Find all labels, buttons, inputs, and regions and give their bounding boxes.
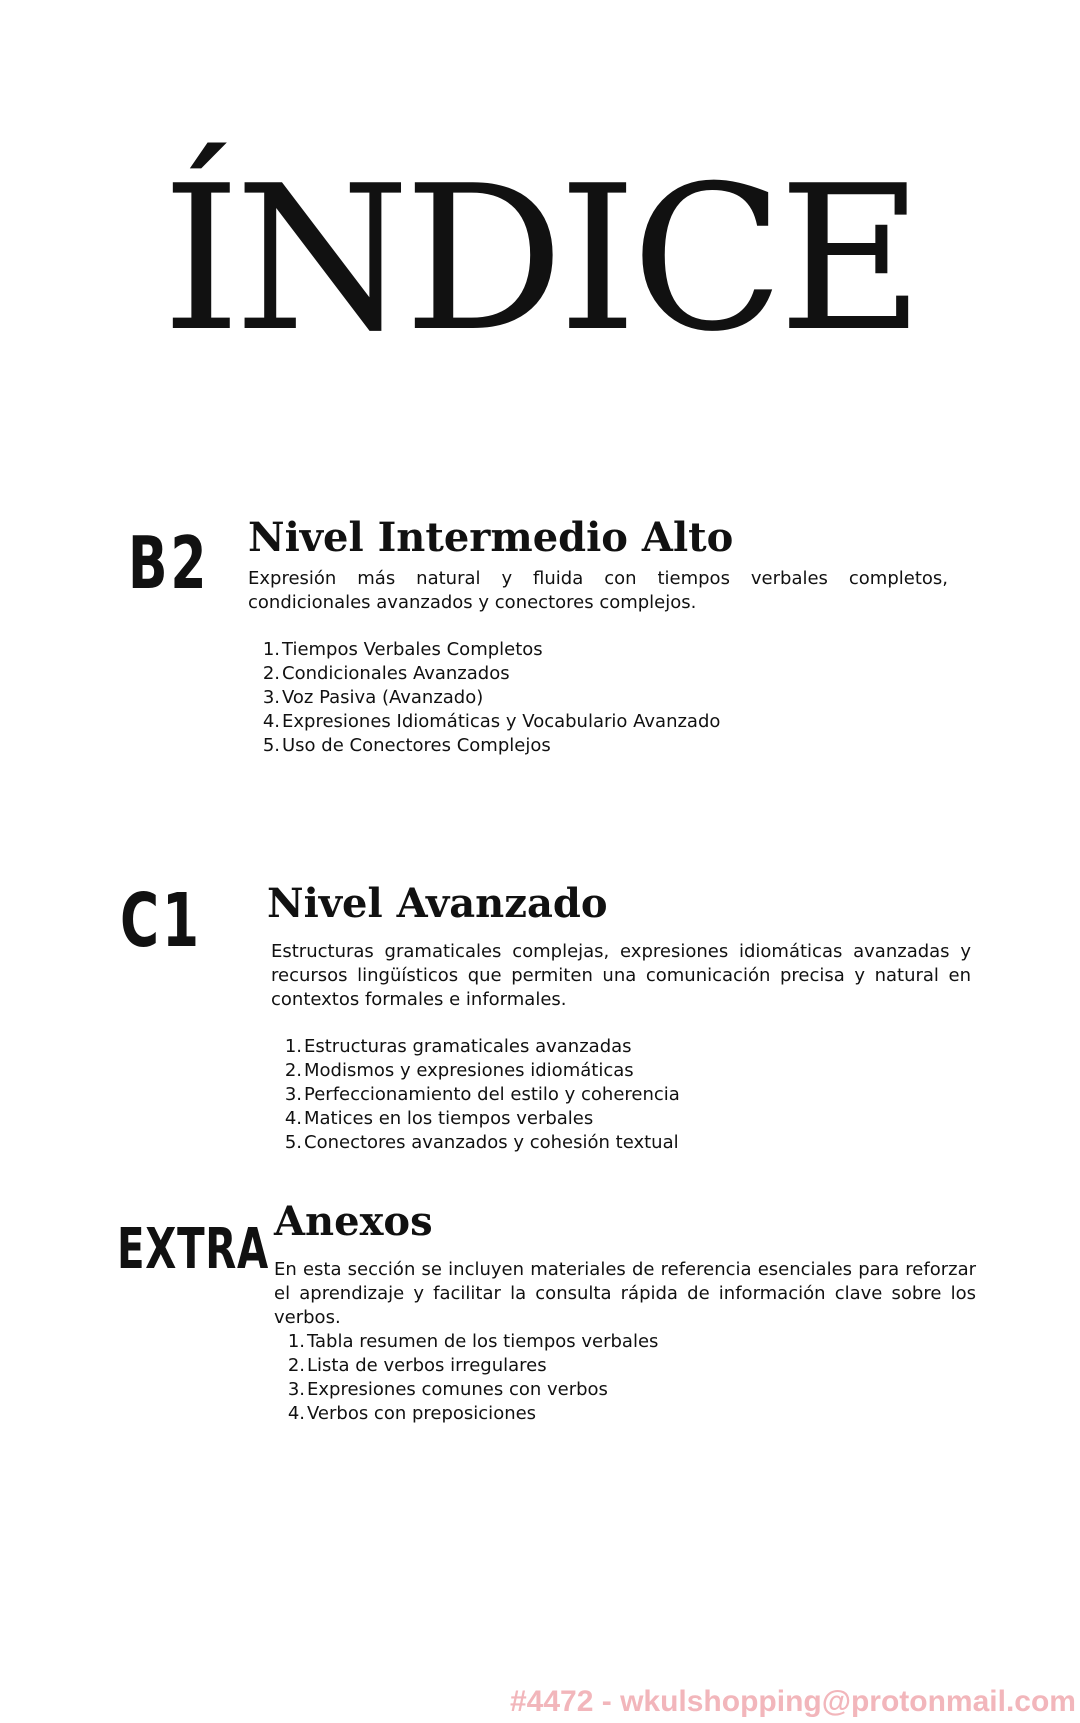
list-item: 4. Expresiones Idiomáticas y Vocabulario Avanzado: [262, 711, 721, 732]
list-item: 1. Tiempos Verbales Completos: [262, 639, 543, 660]
list-item: 2. Lista de verbos irregulares: [287, 1355, 547, 1376]
level-badge-b2: B2: [128, 521, 210, 605]
list-item: 3. Perfeccionamiento del estilo y coherencia: [284, 1084, 680, 1105]
section-title-c1: Nivel Avanzado: [267, 880, 608, 927]
list-item: 1. Tabla resumen de los tiempos verbales: [287, 1331, 659, 1352]
list-item: 1. Estructuras gramaticales avanzadas: [284, 1036, 632, 1057]
level-badge-extra: EXTRA: [117, 1217, 269, 1282]
topic-list-extra: [287, 1330, 658, 1426]
section-description-c1: Estructuras gramaticales complejas, expresiones idiomáticas avanzadas y recursos lingüísticos que permiten una comunicación precisa y natural en contextos formales e informales.: [271, 941, 971, 1010]
list-item: 5. Conectores avanzados y cohesión textual: [284, 1132, 679, 1153]
topic-list-b2: [262, 638, 720, 758]
section-description-extra: En esta sección se incluyen materiales de referencia esenciales para reforzar el aprendizaje y facilitar la consulta rápida de información clave sobre los verbos.: [274, 1259, 976, 1328]
topic-list-c1: [284, 1035, 680, 1155]
page-title: ÍNDICE: [161, 143, 919, 376]
list-item: 3. Expresiones comunes con verbos: [287, 1379, 608, 1400]
list-item: 2. Modismos y expresiones idiomáticas: [284, 1060, 634, 1081]
list-item: 4. Matices en los tiempos verbales: [284, 1108, 594, 1129]
section-title-b2: Nivel Intermedio Alto: [248, 514, 734, 561]
list-item: 2. Condicionales Avanzados: [262, 663, 510, 684]
list-item: 3. Voz Pasiva (Avanzado): [262, 687, 484, 708]
level-badge-c1: C1: [120, 878, 202, 964]
section-description-b2: Expresión más natural y fluida con tiempos verbales completos, condicionales avanzados y conectores complejos.: [248, 568, 948, 613]
section-title-extra: Anexos: [274, 1198, 433, 1245]
list-item: 5. Uso de Conectores Complejos: [262, 735, 551, 756]
watermark: #4472 - wkulshopping@protonmail.com: [509, 1685, 1076, 1718]
list-item: 4. Verbos con preposiciones: [287, 1403, 537, 1424]
